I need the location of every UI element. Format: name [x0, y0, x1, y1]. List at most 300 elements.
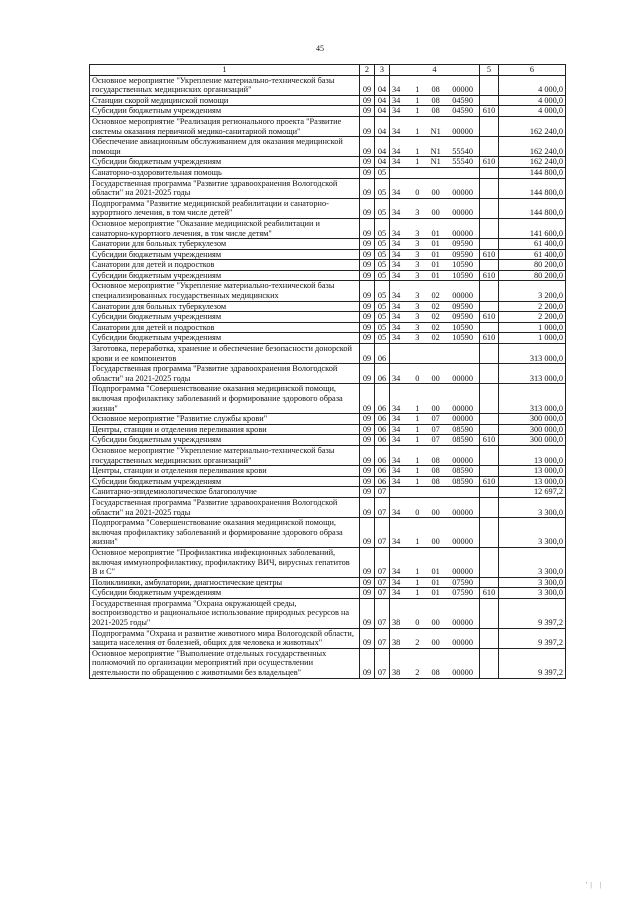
target-article-part: 34	[392, 414, 401, 424]
target-article-part: 07	[431, 435, 440, 445]
target-article-part: 00	[431, 188, 440, 198]
amount-cell: 144 800,0	[499, 167, 566, 178]
target-article-part: N1	[430, 126, 441, 136]
target-article-part: 08	[431, 668, 440, 678]
target-article-part: 38	[392, 668, 401, 678]
header-cell: 3	[375, 65, 390, 76]
target-article-part: 00000	[452, 567, 473, 577]
target-article-part: 02	[431, 291, 440, 301]
target-article-part: 1	[415, 106, 420, 116]
section-code-cell: 09	[360, 157, 375, 168]
subsection-code-cell: 06	[375, 445, 390, 465]
section-code-cell: 09	[360, 364, 375, 384]
amount-cell: 13 000,0	[499, 466, 566, 477]
row-name-cell: Санаторно-оздоровительная помощь	[90, 167, 360, 178]
target-article-part: 34	[392, 249, 401, 259]
subsection-code-cell: 05	[375, 322, 390, 333]
amount-cell: 2 200,0	[499, 312, 566, 323]
expense-type-cell: 610	[480, 588, 499, 599]
row-name-cell: Основное мероприятие "Развитие службы крови"	[90, 414, 360, 425]
amount-cell: 3 300,0	[499, 497, 566, 517]
target-article-cell	[390, 497, 480, 517]
expense-type-cell	[480, 364, 499, 384]
amount-cell: 3 300,0	[499, 577, 566, 588]
target-article-cell	[390, 218, 480, 238]
amount-cell: 162 240,0	[499, 116, 566, 136]
amount-cell: 80 200,0	[499, 270, 566, 281]
row-name-cell: Санатории для больных туберкулезом	[90, 301, 360, 312]
table-row	[90, 466, 566, 477]
target-article-part: 3	[415, 228, 420, 238]
target-article-part: 08590	[452, 476, 473, 486]
target-article-part: 1	[415, 455, 420, 465]
section-code-cell: 09	[360, 497, 375, 517]
amount-cell: 4 000,0	[499, 106, 566, 117]
subsection-code-cell: 07	[375, 547, 390, 577]
section-code-cell: 09	[360, 648, 375, 678]
expense-type-cell: 610	[480, 476, 499, 487]
target-article-part: 00000	[452, 403, 473, 413]
target-article-part: 34	[392, 588, 401, 598]
table-row	[90, 312, 566, 323]
target-article-part: 1	[415, 435, 420, 445]
expense-type-cell	[480, 322, 499, 333]
table-row	[90, 95, 566, 106]
table-row	[90, 445, 566, 465]
amount-cell: 1 000,0	[499, 322, 566, 333]
section-code-cell: 09	[360, 167, 375, 178]
target-article-part: 00000	[452, 208, 473, 218]
amount-cell: 300 000,0	[499, 424, 566, 435]
section-code-cell: 09	[360, 75, 375, 95]
table-row	[90, 322, 566, 333]
target-article-part: 3	[415, 291, 420, 301]
section-code-cell: 09	[360, 249, 375, 260]
section-code-cell: 09	[360, 301, 375, 312]
amount-cell: 313 000,0	[499, 364, 566, 384]
target-article-cell	[390, 518, 480, 548]
section-code-cell: 09	[360, 270, 375, 281]
subsection-code-cell: 05	[375, 178, 390, 198]
row-name-cell: Подпрограмма "Совершенствование оказания медицинской помощи, включая профилактику заболеваний и формирование здорового образа жизни"	[90, 518, 360, 548]
expense-type-cell	[480, 116, 499, 136]
target-article-part: 34	[392, 373, 401, 383]
expense-type-cell	[480, 75, 499, 95]
expense-type-cell	[480, 301, 499, 312]
target-article-part: 02	[431, 333, 440, 343]
table-row	[90, 424, 566, 435]
expense-type-cell	[480, 178, 499, 198]
row-name-cell: Субсидии бюджетным учреждениям	[90, 588, 360, 599]
amount-cell: 313 000,0	[499, 384, 566, 414]
target-article-cell	[390, 312, 480, 323]
expense-type-cell	[480, 414, 499, 425]
target-article-cell	[390, 106, 480, 117]
amount-cell: 3 200,0	[499, 281, 566, 301]
subsection-code-cell: 04	[375, 116, 390, 136]
amount-cell: 4 000,0	[499, 95, 566, 106]
target-article-part: 00000	[452, 228, 473, 238]
target-article-cell	[390, 344, 480, 364]
section-code-cell: 09	[360, 322, 375, 333]
target-article-part: 00000	[452, 537, 473, 547]
target-article-part: 01	[431, 577, 440, 587]
amount-cell: 9 397,2	[499, 598, 566, 628]
amount-cell: 13 000,0	[499, 476, 566, 487]
target-article-part: 00	[431, 373, 440, 383]
target-article-cell	[390, 547, 480, 577]
table-row	[90, 628, 566, 648]
target-article-part: 00000	[452, 414, 473, 424]
target-article-cell	[390, 364, 480, 384]
target-article-part: 34	[392, 466, 401, 476]
subsection-code-cell: 05	[375, 312, 390, 323]
target-article-part: N1	[430, 157, 441, 167]
expense-type-cell: 610	[480, 106, 499, 117]
subsection-code-cell: 06	[375, 435, 390, 446]
target-article-part: 34	[392, 260, 401, 270]
section-code-cell: 09	[360, 239, 375, 250]
expense-type-cell	[480, 260, 499, 271]
target-article-part: 34	[392, 126, 401, 136]
target-article-part: 2	[415, 668, 420, 678]
target-article-cell	[390, 466, 480, 477]
table-row	[90, 75, 566, 95]
target-article-part: 3	[415, 270, 420, 280]
subsection-code-cell: 05	[375, 167, 390, 178]
expense-type-cell: 610	[480, 249, 499, 260]
section-code-cell: 09	[360, 487, 375, 498]
target-article-part: 34	[392, 270, 401, 280]
row-name-cell: Санатории для детей и подростков	[90, 322, 360, 333]
row-name-cell: Основное мероприятие "Реализация регионального проекта "Развитие системы оказания первичной медико-санитарной помощи"	[90, 116, 360, 136]
amount-cell: 1 000,0	[499, 333, 566, 344]
amount-cell: 80 200,0	[499, 260, 566, 271]
expense-type-cell	[480, 384, 499, 414]
amount-cell: 300 000,0	[499, 414, 566, 425]
table-row	[90, 384, 566, 414]
amount-cell: 162 240,0	[499, 157, 566, 168]
target-article-part: 00	[431, 208, 440, 218]
section-code-cell: 09	[360, 344, 375, 364]
subsection-code-cell: 05	[375, 249, 390, 260]
target-article-part: 1	[415, 157, 420, 167]
amount-cell: 61 400,0	[499, 249, 566, 260]
target-article-cell	[390, 178, 480, 198]
section-code-cell: 09	[360, 106, 375, 117]
target-article-cell	[390, 435, 480, 446]
table-row	[90, 344, 566, 364]
target-article-part: 3	[415, 301, 420, 311]
target-article-cell	[390, 628, 480, 648]
row-name-cell: Субсидии бюджетным учреждениям	[90, 312, 360, 323]
page-number: 45	[316, 44, 324, 53]
expense-type-cell	[480, 424, 499, 435]
target-article-part: 00000	[452, 188, 473, 198]
table-row	[90, 270, 566, 281]
row-name-cell: Субсидии бюджетным учреждениям	[90, 333, 360, 344]
section-code-cell: 09	[360, 435, 375, 446]
table-row	[90, 547, 566, 577]
target-article-part: 02	[431, 322, 440, 332]
section-code-cell: 09	[360, 628, 375, 648]
section-code-cell: 09	[360, 424, 375, 435]
target-article-cell	[390, 137, 480, 157]
table-row	[90, 476, 566, 487]
row-name-cell: Подпрограмма "Охрана и развитие животного мира Вологодской области, защита населения от болезней, общих для человека и животных"	[90, 628, 360, 648]
target-article-part: 1	[415, 414, 420, 424]
target-article-cell	[390, 281, 480, 301]
table-row	[90, 198, 566, 218]
target-article-part: 08	[431, 455, 440, 465]
section-code-cell: 09	[360, 312, 375, 323]
row-name-cell: Основное мероприятие "Оказание медицинской реабилитации и санаторно-курортного лечения, в том числе детям"	[90, 218, 360, 238]
amount-cell: 141 600,0	[499, 218, 566, 238]
target-article-part: 0	[415, 188, 420, 198]
target-article-part: 34	[392, 435, 401, 445]
target-article-cell	[390, 301, 480, 312]
subsection-code-cell: 04	[375, 95, 390, 106]
target-article-part: 08	[431, 466, 440, 476]
table-row	[90, 116, 566, 136]
target-article-part: 00	[431, 403, 440, 413]
target-article-part: 09590	[452, 249, 473, 259]
expense-type-cell	[480, 648, 499, 678]
target-article-cell	[390, 270, 480, 281]
target-article-part: 34	[392, 301, 401, 311]
target-article-part: 34	[392, 537, 401, 547]
target-article-part: 0	[415, 618, 420, 628]
target-article-part: 08590	[452, 424, 473, 434]
amount-cell: 144 800,0	[499, 178, 566, 198]
target-article-cell	[390, 95, 480, 106]
target-article-part: 04590	[452, 95, 473, 105]
section-code-cell: 09	[360, 178, 375, 198]
target-article-part: 00000	[452, 455, 473, 465]
target-article-part: 08	[431, 476, 440, 486]
target-article-part: 3	[415, 239, 420, 249]
expense-type-cell	[480, 281, 499, 301]
subsection-code-cell: 06	[375, 364, 390, 384]
subsection-code-cell: 05	[375, 270, 390, 281]
budget-table	[89, 64, 566, 679]
target-article-part: 01	[431, 270, 440, 280]
target-article-part: 08590	[452, 466, 473, 476]
target-article-part: 1	[415, 424, 420, 434]
target-article-part: 34	[392, 476, 401, 486]
expense-type-cell	[480, 487, 499, 498]
target-article-cell	[390, 598, 480, 628]
amount-cell: 3 300,0	[499, 588, 566, 599]
target-article-part: 10590	[452, 333, 473, 343]
target-article-part: N1	[430, 146, 441, 156]
target-article-part: 34	[392, 106, 401, 116]
target-article-part: 34	[392, 146, 401, 156]
subsection-code-cell: 05	[375, 198, 390, 218]
row-name-cell: Субсидии бюджетным учреждениям	[90, 249, 360, 260]
row-name-cell: Заготовка, переработка, хранение и обеспечение безопасности донорской крови и ее компонентов	[90, 344, 360, 364]
subsection-code-cell: 04	[375, 75, 390, 95]
amount-cell: 2 200,0	[499, 301, 566, 312]
target-article-part: 34	[392, 333, 401, 343]
target-article-part: 34	[392, 291, 401, 301]
expense-type-cell	[480, 547, 499, 577]
row-name-cell: Санитарно-эпидемиологическое благополучие	[90, 487, 360, 498]
target-article-cell	[390, 384, 480, 414]
target-article-part: 00000	[452, 126, 473, 136]
subsection-code-cell: 07	[375, 648, 390, 678]
subsection-code-cell: 07	[375, 588, 390, 599]
expense-type-cell: 610	[480, 270, 499, 281]
amount-cell: 3 300,0	[499, 518, 566, 548]
subsection-code-cell: 07	[375, 497, 390, 517]
target-article-part: 55540	[452, 157, 473, 167]
subsection-code-cell: 05	[375, 218, 390, 238]
target-article-part: 00	[431, 537, 440, 547]
target-article-part: 34	[392, 322, 401, 332]
row-name-cell: Поликлиники, амбулатории, диагностические центры	[90, 577, 360, 588]
row-name-cell: Подпрограмма "Развитие медицинской реабилитации и санаторно-курортного лечения, в том числе детей"	[90, 198, 360, 218]
target-article-cell	[390, 75, 480, 95]
table-row	[90, 218, 566, 238]
target-article-part: 1	[415, 403, 420, 413]
amount-cell: 12 697,2	[499, 487, 566, 498]
target-article-cell	[390, 588, 480, 599]
target-article-part: 1	[415, 567, 420, 577]
table-row	[90, 106, 566, 117]
subsection-code-cell: 06	[375, 344, 390, 364]
table-row	[90, 157, 566, 168]
subsection-code-cell: 06	[375, 384, 390, 414]
subsection-code-cell: 07	[375, 487, 390, 498]
target-article-part: 3	[415, 260, 420, 270]
target-article-part: 09590	[452, 312, 473, 322]
target-article-cell	[390, 414, 480, 425]
target-article-part: 00	[431, 638, 440, 648]
row-name-cell: Субсидии бюджетным учреждениям	[90, 270, 360, 281]
header-cell: 4	[390, 65, 480, 76]
section-code-cell: 09	[360, 384, 375, 414]
amount-cell: 3 300,0	[499, 547, 566, 577]
table-row	[90, 598, 566, 628]
table-row	[90, 364, 566, 384]
target-article-cell	[390, 198, 480, 218]
subsection-code-cell: 04	[375, 137, 390, 157]
section-code-cell: 09	[360, 445, 375, 465]
target-article-part: 1	[415, 85, 420, 95]
subsection-code-cell: 04	[375, 157, 390, 168]
subsection-code-cell: 06	[375, 424, 390, 435]
target-article-part: 1	[415, 588, 420, 598]
subsection-code-cell: 07	[375, 518, 390, 548]
expense-type-cell	[480, 497, 499, 517]
target-article-part: 10590	[452, 270, 473, 280]
section-code-cell: 09	[360, 476, 375, 487]
target-article-part: 04590	[452, 106, 473, 116]
section-code-cell: 09	[360, 466, 375, 477]
target-article-part: 34	[392, 239, 401, 249]
table-row	[90, 487, 566, 498]
expense-type-cell	[480, 628, 499, 648]
target-article-part: 3	[415, 249, 420, 259]
row-name-cell: Государственная программа "Развитие здравоохранения Вологодской области" на 2021-2025 годы	[90, 497, 360, 517]
target-article-part: 08	[431, 106, 440, 116]
expense-type-cell	[480, 445, 499, 465]
row-name-cell: Центры, станции и отделения переливания крови	[90, 424, 360, 435]
target-article-part: 00000	[452, 668, 473, 678]
target-article-part: 34	[392, 157, 401, 167]
target-article-cell	[390, 333, 480, 344]
target-article-part: 00	[431, 507, 440, 517]
target-article-part: 00000	[452, 85, 473, 95]
target-article-part: 1	[415, 466, 420, 476]
expense-type-cell: 610	[480, 312, 499, 323]
target-article-part: 1	[415, 146, 420, 156]
target-article-part: 01	[431, 228, 440, 238]
subsection-code-cell: 05	[375, 281, 390, 301]
row-name-cell: Основное мероприятие "Профилактика инфекционных заболеваний, включая иммунопрофилактику, профилактику ВИЧ, вирусных гепатитов В и С"	[90, 547, 360, 577]
target-article-part: 3	[415, 312, 420, 322]
subsection-code-cell: 07	[375, 598, 390, 628]
table-row	[90, 497, 566, 517]
subsection-code-cell: 06	[375, 466, 390, 477]
target-article-part: 07590	[452, 577, 473, 587]
target-article-part: 1	[415, 126, 420, 136]
section-code-cell: 09	[360, 598, 375, 628]
target-article-part: 1	[415, 95, 420, 105]
expense-type-cell	[480, 218, 499, 238]
target-article-part: 01	[431, 249, 440, 259]
target-article-cell	[390, 424, 480, 435]
row-name-cell: Государственная программа "Охрана окружающей среды, воспроизводство и рациональное использование природных ресурсов на 2021-2025 годы"	[90, 598, 360, 628]
section-code-cell: 09	[360, 260, 375, 271]
section-code-cell: 09	[360, 95, 375, 106]
table-row	[90, 577, 566, 588]
target-article-part: 34	[392, 188, 401, 198]
header-cell: 1	[90, 65, 360, 76]
header-cell: 2	[360, 65, 375, 76]
target-article-part: 34	[392, 507, 401, 517]
table-row	[90, 333, 566, 344]
target-article-part: 01	[431, 567, 440, 577]
expense-type-cell	[480, 95, 499, 106]
target-article-part: 08	[431, 95, 440, 105]
target-article-part: 09590	[452, 239, 473, 249]
expense-type-cell: 610	[480, 157, 499, 168]
amount-cell: 9 397,2	[499, 648, 566, 678]
target-article-part: 00000	[452, 291, 473, 301]
target-article-part: 00000	[452, 507, 473, 517]
target-article-part: 1	[415, 577, 420, 587]
amount-cell: 13 000,0	[499, 445, 566, 465]
section-code-cell: 09	[360, 116, 375, 136]
target-article-part: 3	[415, 322, 420, 332]
row-name-cell: Основное мероприятие "Выполнение отдельных государственных полномочий по организации мероприятий при осуществлении деятельности по обращению с животными без владельцев"	[90, 648, 360, 678]
target-article-part: 10590	[452, 322, 473, 332]
header-cell: 6	[499, 65, 566, 76]
target-article-part: 34	[392, 312, 401, 322]
target-article-cell	[390, 239, 480, 250]
target-article-part: 3	[415, 333, 420, 343]
table-header-row	[90, 65, 566, 76]
section-code-cell: 09	[360, 547, 375, 577]
table-row	[90, 588, 566, 599]
table-row	[90, 301, 566, 312]
amount-cell: 144 800,0	[499, 198, 566, 218]
table-row	[90, 648, 566, 678]
target-article-part: 00000	[452, 373, 473, 383]
target-article-part: 09590	[452, 301, 473, 311]
